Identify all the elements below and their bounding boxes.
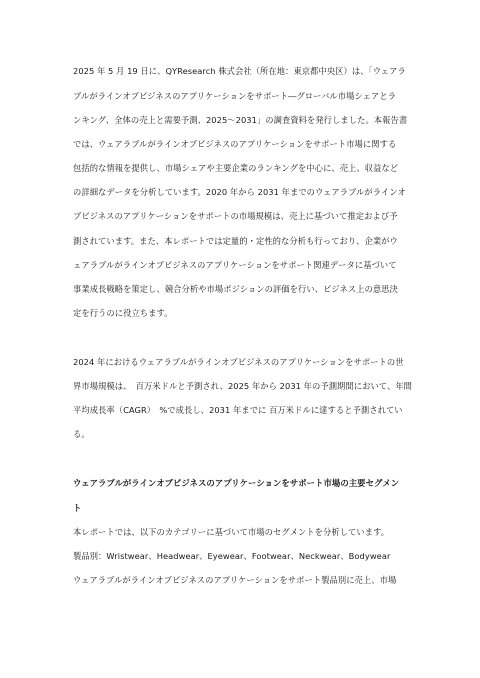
text-line: 定を行うのに役立ちます。 [73,308,173,318]
text-line: ンキング、全体の売上と需要予測、2025～2031」の調査資料を発行しました。本報告書 [73,115,408,125]
text-line: 2025 年 5 月 19 日に、QYResearch 株式会社（所在地：東京都中央区）は、「ウェアラ [73,66,406,76]
heading-line: ト [73,503,82,513]
text-line: 製品別：Wristwear、Headwear、Eyewear、Footwear、Neckwear、Bodywear [73,551,391,561]
text-line: ェアラブルがラインオブビジネスのアプリケーションをサポート関連データに基づいて [73,260,397,270]
text-line: の詳細なデータを分析しています。2020 年から 2031 年までのウェアラブルがラインオ [73,187,406,197]
text-line: ブビジネスのアプリケーションをサポートの市場規模は、売上に基づいて推定および予 [73,211,398,221]
text-line: る。 [73,429,90,439]
text-line: ブルがラインオブビジネスのアプリケーションをサポート―グローバル市場シェアとラ [73,91,397,101]
text-line: 包括的な情報を提供し、市場シェアや主要企業のランキングを中心に、売上、収益など [73,163,399,173]
text-line: 界市場規模は、 百万米ドルと予測され、2025 年から 2031 年の予測期間において、年間 [73,381,413,391]
text-line: ウェアラブルがラインオブビジネスのアプリケーションをサポート製品別に売上、市場 [73,575,397,585]
heading-line: ウェアラブルがラインオブビジネスのアプリケーションをサポート市場の主要セグメン [73,478,400,488]
text-line: 測されています。また、本レポートでは定量的・定性的な分析も行っており、企業がウ [73,236,398,246]
text-line: 本レポートでは、以下のカテゴリーに基づいて市場のセグメントを分析しています。 [73,527,390,537]
text-line: 事業成長戦略を策定し、競合分析や市場ポジションの評価を行い、ビジネス上の意思決 [73,284,398,294]
text-line: 平均成長率（CAGR） %で成長し、2031 年までに 百万米ドルに達すると予測されてい [73,405,403,415]
text-line: 2024 年におけるウェアラブルがラインオブビジネスのアプリケーションをサポートの世 [73,357,404,367]
text-line: では、ウェアラブルがラインオブビジネスのアプリケーションをサポート市場に関する [73,139,397,149]
